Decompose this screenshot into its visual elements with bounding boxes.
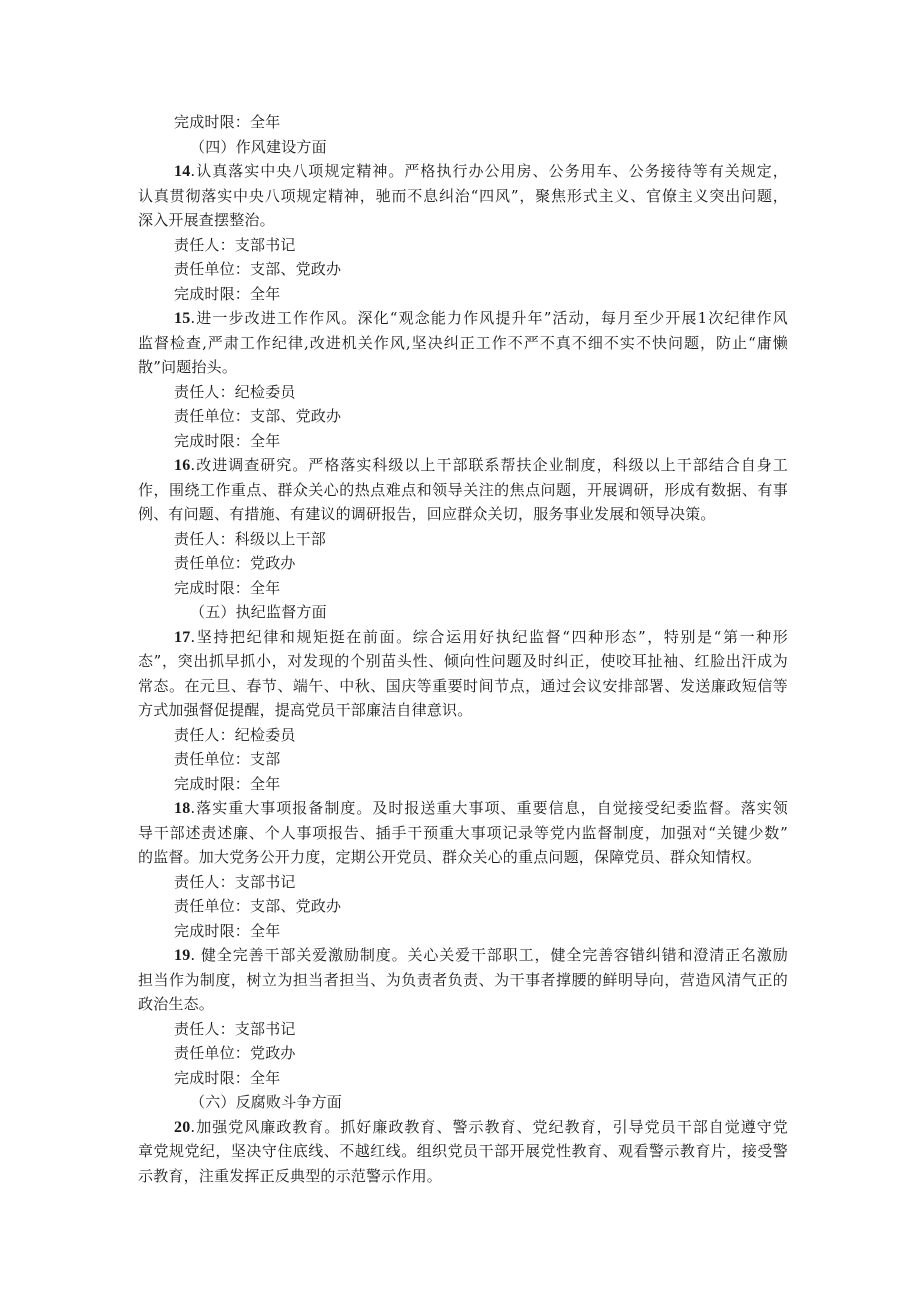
deadline-line: 完成时限：全年 bbox=[174, 578, 281, 597]
item-19-line-3: 政治生态。 bbox=[138, 995, 215, 1013]
item-20-line-3: 示教育，注重发挥正反典型的示范警示作用。 bbox=[138, 1166, 443, 1185]
item-text: .加强党风廉政教育。抓好廉政教育、警示教育、党纪教育，引导党员干部自觉遵守党 bbox=[190, 1117, 788, 1136]
document-body bbox=[138, 110, 788, 1188]
responsible-person: 责任人：支部书记 bbox=[174, 1019, 296, 1038]
item-17-line-4: 方式加强督促提醒，提高党员干部廉洁自律意识。 bbox=[138, 701, 473, 719]
item-number: 19 bbox=[174, 947, 191, 964]
item-text: .落实重大事项报备制度。及时报送重大事项、重要信息，自觉接受纪委监督。落实领 bbox=[190, 799, 788, 817]
responsible-unit: 责任单位：支部、党政办 bbox=[174, 260, 342, 278]
item-number: 18 bbox=[174, 800, 191, 817]
item-17-line-1 bbox=[138, 625, 788, 650]
item-text: .坚持把纪律和规矩挺在前面。综合运用好执纪监督“四种形态”，特别是“第一种形 bbox=[190, 627, 788, 646]
deadline-line: 完成时限：全年 bbox=[174, 431, 281, 450]
item-17-line-2: 态”，突出抓早抓小，对发现的个别苗头性、倾向性问题及时纠正，使咬耳扯袖、红脸出汗成为 bbox=[138, 652, 788, 670]
deadline-line: 完成时限：全年 bbox=[174, 921, 281, 940]
item-text: . 健全完善干部关爱激励制度。关心关爱干部职工，健全完善容错纠错和澄清正名激励 bbox=[190, 946, 788, 964]
item-14-line-3: 深入开展查摆整治。 bbox=[138, 211, 275, 229]
responsible-person: 责任人：支部书记 bbox=[174, 872, 296, 891]
item-number: 14 bbox=[174, 163, 191, 180]
section-heading-6: （六）反腐败斗争方面 bbox=[190, 1093, 343, 1111]
responsible-unit: 责任单位：支部、党政办 bbox=[174, 407, 342, 425]
item-15-line-2: 监督检查,严肃工作纪律,改进机关作风,坚决纠正工作不严不真不细不实不快问题，防止“庸懒 bbox=[138, 333, 788, 352]
deadline-line: 完成时限：全年 bbox=[174, 1068, 281, 1087]
item-18-line-3: 的监督。加大党务公开力度，定期公开党员、群众关心的重点问题，保障党员、群众知情权。 bbox=[138, 848, 762, 866]
responsible-unit: 责任单位：支部 bbox=[174, 750, 281, 768]
item-text: .认真落实中央八项规定精神。严格执行办公用房、公务用车、公务接待等有关规定， bbox=[190, 162, 788, 180]
item-15-line-3: 散”问题抬头。 bbox=[138, 358, 238, 376]
item-number: 20 bbox=[174, 1118, 191, 1136]
item-16-line-1 bbox=[138, 453, 788, 478]
item-15-line-1 bbox=[138, 306, 788, 331]
item-14-line-1 bbox=[138, 159, 788, 184]
responsible-person: 责任人：纪检委员 bbox=[174, 382, 296, 401]
item-text: .进一步改进工作作风。深化“观念能力作风提升年”活动，每月至少开展1次纪律作风 bbox=[190, 309, 788, 327]
item-20-line-1 bbox=[138, 1115, 788, 1140]
item-20-line-2: 章党规党纪，坚决守住底线、不越红线。组织党员干部开展党性教育、观看警示教育片，接受警 bbox=[138, 1142, 788, 1160]
item-19-line-2: 担当作为制度，树立为担当者担当、为负责者负责、为干事者撑腰的鲜明导向，营造风清气正的 bbox=[138, 970, 788, 989]
item-number: 15 bbox=[174, 310, 191, 327]
item-16-line-3: 例、有问题、有措施、有建议的调研报告，回应群众关切，服务事业发展和领导决策。 bbox=[138, 505, 716, 523]
item-text: .改进调查研究。严格落实科级以上干部联系帮扶企业制度，科级以上干部结合自身工 bbox=[190, 456, 788, 474]
responsible-person: 责任人：科级以上干部 bbox=[174, 529, 327, 548]
deadline-line: 完成时限：全年 bbox=[174, 284, 281, 303]
section-heading-5: （五）执纪监督方面 bbox=[190, 603, 327, 621]
item-number: 16 bbox=[174, 457, 191, 474]
responsible-unit: 责任单位：支部、党政办 bbox=[174, 897, 342, 915]
deadline-line: 完成时限：全年 bbox=[174, 113, 281, 131]
responsible-unit: 责任单位：党政办 bbox=[174, 554, 296, 572]
item-19-line-1 bbox=[138, 943, 788, 968]
item-18-line-2: 导干部述责述廉、个人事项报告、插手干预重大事项记录等党内监督制度，加强对“关键少数” bbox=[138, 823, 788, 842]
item-17-line-3: 常态。在元旦、春节、端午、中秋、国庆等重要时间节点，通过会议安排部署、发送廉政短信等 bbox=[138, 676, 788, 695]
section-heading-4: （四）作风建设方面 bbox=[190, 137, 327, 156]
item-number: 17 bbox=[174, 628, 191, 646]
item-16-line-2: 作，围绕工作重点、群众关心的热点难点和领导关注的焦点问题，开展调研，形成有数据、有事 bbox=[138, 480, 788, 499]
item-14-line-2: 认真贯彻落实中央八项规定精神，驰而不息纠治“四风”，聚焦形式主义、官僚主义突出问题， bbox=[138, 186, 788, 205]
item-18-line-1 bbox=[138, 796, 788, 821]
responsible-person: 责任人：支部书记 bbox=[174, 235, 296, 254]
deadline-line: 完成时限：全年 bbox=[174, 774, 281, 793]
responsible-person: 责任人：纪检委员 bbox=[174, 725, 296, 744]
responsible-unit: 责任单位：党政办 bbox=[174, 1044, 296, 1062]
